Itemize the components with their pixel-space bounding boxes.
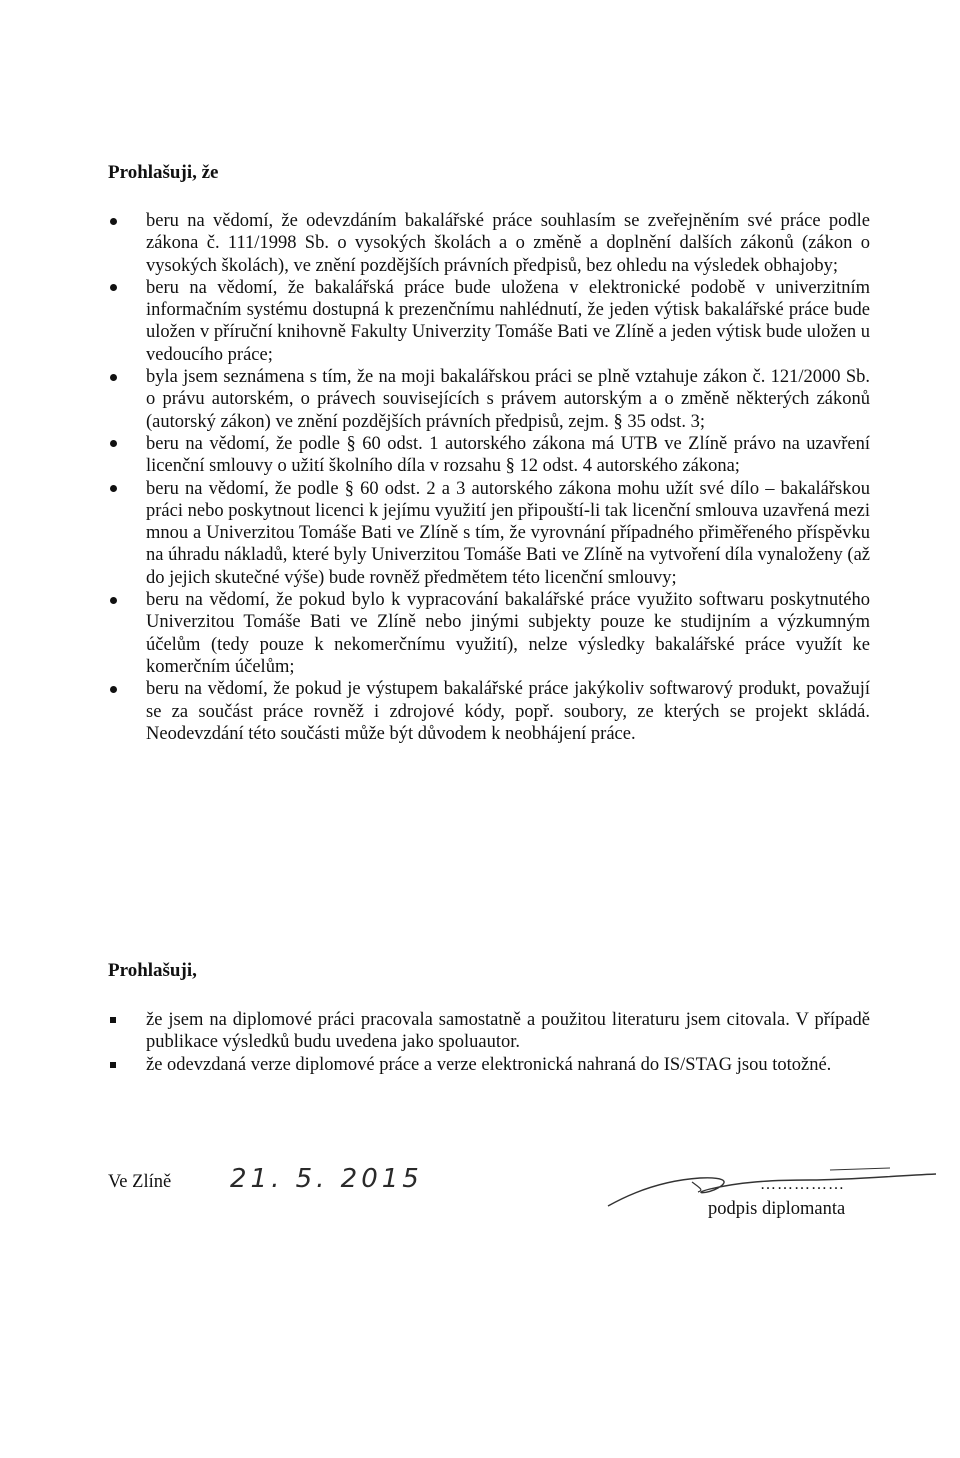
- section2-list: [108, 1009, 870, 1076]
- section1-heading: Prohlašuji, že: [108, 162, 219, 183]
- list-item: [108, 433, 870, 478]
- signature-label: podpis diplomanta: [708, 1199, 846, 1219]
- section1-list: [108, 210, 870, 745]
- round-bullet-icon: [108, 678, 118, 700]
- list-item-text: byla jsem seznámena s tím, že na moji bakalářskou práci se plně vztahuje zákon č. 121/2000 Sb. o právu autorském, o právech souvisejících s právem autorským a o změně některých zákonů (autorský zákon) ve znění pozdějších právních předpisů, zejm. § 35 odst. 3;: [146, 367, 870, 432]
- list-item-text: beru na vědomí, že bakalářská práce bude uložena v elektronické podobě v univerzitním informačním systému dostupná k prezenčnímu nahlédnutí, že jeden výtisk bakalářské práce bude uložen v příruční knihovně Fakulty Univerzity Tomáše Bati ve Zlíně a jeden výtisk bude uložen u vedoucího práce;: [146, 277, 870, 365]
- round-bullet-icon: [108, 277, 118, 299]
- list-item: [108, 678, 870, 745]
- round-bullet-icon: [108, 433, 118, 455]
- list-item-text: beru na vědomí, že pokud je výstupem bakalářské práce jakýkoliv softwarový produkt, považují se za součást práce rovněž i zdrojové kódy, popř. soubory, ze kterých se projekt skládá. Neodevzdání této součásti může být důvodem k neobhájení práce.: [146, 679, 870, 744]
- round-bullet-icon: [108, 366, 118, 388]
- square-bullet-icon: [108, 1009, 118, 1031]
- list-item: [108, 366, 870, 433]
- list-item: [108, 1054, 870, 1076]
- list-item-text: beru na vědomí, že pokud bylo k vypracování bakalářské práce využito softwaru poskytnutého Univerzitou Tomáše Bati ve Zlíně nebo jinými subjekty pouze ke studijním a výzkumným účelům (tedy pouze k nekomerčnímu využití), nelze výsledky bakalářské práce využít ke komerčním účelům;: [146, 590, 870, 677]
- list-item: [108, 589, 870, 678]
- handwritten-date: 21. 5. 2015: [230, 1164, 423, 1194]
- list-item-text: beru na vědomí, že podle § 60 odst. 1 autorského zákona má UTB ve Zlíně právo na uzavření licenční smlouvy o užití školního díla v rozsahu § 12 odst. 4 autorského zákona;: [146, 433, 870, 477]
- list-item-text: beru na vědomí, že podle § 60 odst. 2 a 3 autorského zákona mohu užít své dílo – bakalářskou práci nebo poskytnout licenci k jejímu využití jen připouští-li tak licenční smlouva uzavřená mezi mnou a Univerzitou Tomáše Bati ve Zlíně s tím, že vyrovnání případného přiměřeného příspěvku na úhradu nákladů, které byly Univerzitou Tomáše Bati ve Zlíně na vytvoření díla vynaloženy (až do jejich skutečné výše) bude rovněž předmětem této licenční smlouvy;: [146, 478, 870, 588]
- section2-heading: Prohlašuji,: [108, 960, 197, 981]
- list-item: [108, 478, 870, 589]
- place-label: Ve Zlíně: [108, 1172, 172, 1192]
- list-item: [108, 1009, 870, 1054]
- list-item-text: beru na vědomí, že odevzdáním bakalářské práce souhlasím se zveřejněním své práce podle zákona č. 111/1998 Sb. o vysokých školách a o změně a doplnění dalších zákonů (zákon o vysokých školách), ve znění pozdějších právních předpisů, bez ohledu na výsledek obhajoby;: [146, 211, 870, 276]
- list-item-text: že odevzdaná verze diplomové práce a verze elektronická nahraná do IS/STAG jsou totožné.: [146, 1054, 832, 1075]
- list-item: [108, 210, 870, 277]
- list-item-text: že jsem na diplomové práci pracovala samostatně a použitou literaturu jsem citovala. V případě publikace výsledků budu uvedena jako spoluautor.: [146, 1010, 870, 1053]
- signature-dots: ……………: [760, 1176, 845, 1193]
- round-bullet-icon: [108, 210, 118, 232]
- round-bullet-icon: [108, 478, 118, 500]
- round-bullet-icon: [108, 589, 118, 611]
- square-bullet-icon: [108, 1054, 118, 1076]
- list-item: [108, 277, 870, 366]
